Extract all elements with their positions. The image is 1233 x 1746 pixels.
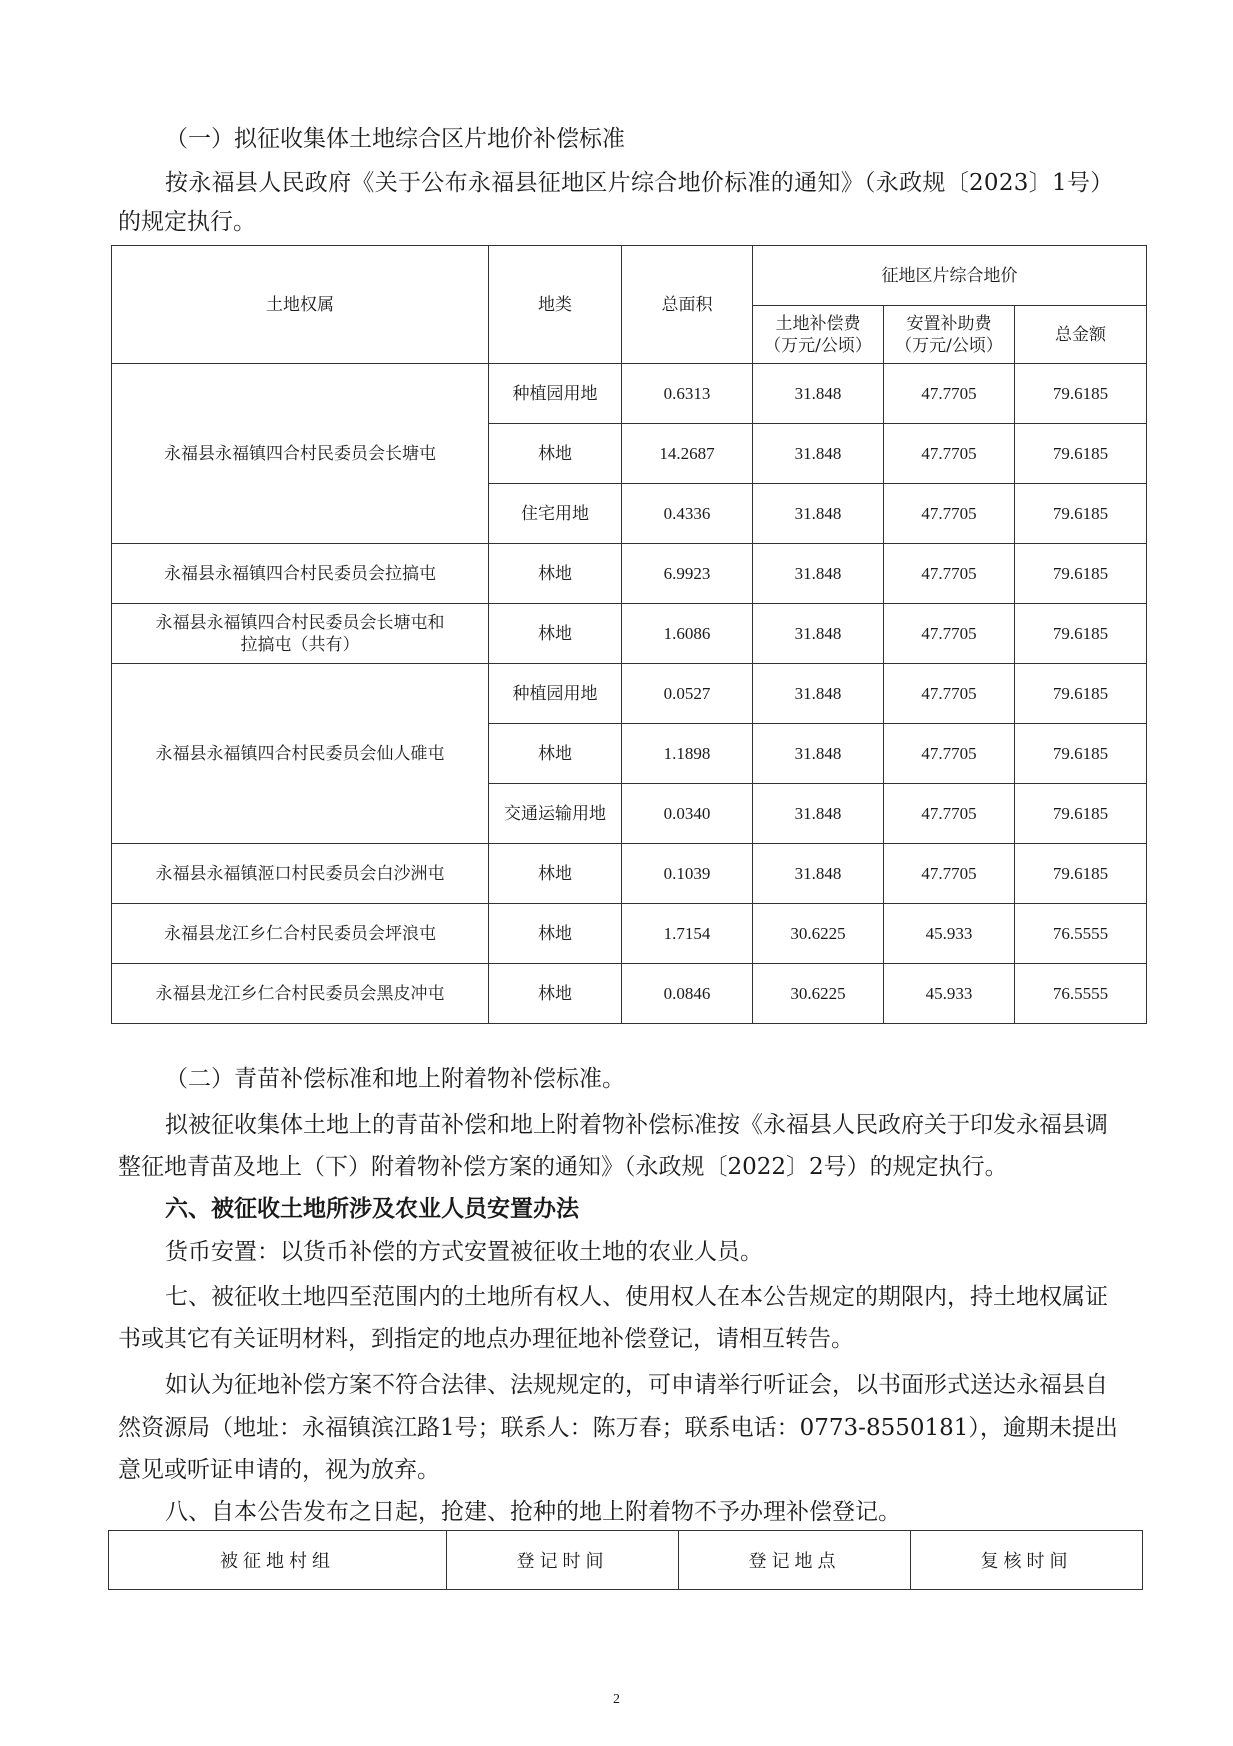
resettle-cell: 47.7705 [884, 844, 1015, 904]
header-owner: 土地权属 [112, 246, 489, 364]
total-cell: 79.6185 [1015, 544, 1147, 604]
area-cell: 0.4336 [622, 484, 753, 544]
total-cell: 79.6185 [1015, 424, 1147, 484]
resettle-cell: 47.7705 [884, 604, 1015, 664]
resettle-cell: 47.7705 [884, 424, 1015, 484]
land-comp-cell: 31.848 [753, 664, 884, 724]
land-comp-cell: 31.848 [753, 784, 884, 844]
total-cell: 79.6185 [1015, 784, 1147, 844]
table-row [112, 904, 1147, 964]
owner-cell: 永福县永福镇四合村民委员会长塘屯 [112, 364, 489, 544]
total-cell: 79.6185 [1015, 604, 1147, 664]
registration-table [108, 1530, 1143, 1590]
header-total: 总金额 [1015, 306, 1147, 364]
section-two-heading: （二）青苗补偿标准和地上附着物补偿标准。 [165, 1066, 625, 1092]
area-cell: 6.9923 [622, 544, 753, 604]
header-land-type: 地类 [489, 246, 622, 364]
land-type-cell: 林地 [489, 904, 622, 964]
table-row [112, 844, 1147, 904]
land-comp-cell: 31.848 [753, 844, 884, 904]
hearing-line2: 然资源局（地址：永福镇滨江路1号；联系人：陈万春；联系电话：0773-8550181），逾期未提出 [118, 1415, 1118, 1441]
land-type-cell: 林地 [489, 964, 622, 1024]
header-registration-time: 登记时间 [447, 1531, 679, 1590]
area-cell: 0.6313 [622, 364, 753, 424]
land-comp-cell: 31.848 [753, 604, 884, 664]
section-one-paragraph-line2: 的规定执行。 [118, 209, 256, 235]
table-row [112, 604, 1147, 664]
land-type-cell: 林地 [489, 724, 622, 784]
land-comp-cell: 31.848 [753, 484, 884, 544]
resettle-cell: 45.933 [884, 904, 1015, 964]
owner-cell: 永福县永福镇四合村民委员会长塘屯和 拉搞屯（共有） [112, 604, 489, 664]
resettle-cell: 47.7705 [884, 484, 1015, 544]
table-row [112, 964, 1147, 1024]
header-village: 被征地村组 [109, 1531, 447, 1590]
header-resettle: 安置补助费 （万元/公顷） [884, 306, 1015, 364]
land-type-cell: 林地 [489, 604, 622, 664]
land-type-cell: 林地 [489, 424, 622, 484]
land-type-cell: 林地 [489, 844, 622, 904]
resettle-cell: 47.7705 [884, 664, 1015, 724]
owner-cell: 永福县永福镇四合村民委员会拉搞屯 [112, 544, 489, 604]
land-comp-cell: 31.848 [753, 544, 884, 604]
total-cell: 76.5555 [1015, 904, 1147, 964]
land-comp-cell: 30.6225 [753, 904, 884, 964]
section-one-paragraph-line1: 按永福县人民政府《关于公布永福县征地区片综合地价标准的通知》（永政规〔2023〕1号） [165, 170, 1114, 196]
table-row [112, 544, 1147, 604]
section-two-paragraph-line2: 整征地青苗及地上（下）附着物补偿方案的通知》（永政规〔2022〕2号）的规定执行。 [118, 1154, 1008, 1180]
section-six-heading: 六、被征收土地所涉及农业人员安置办法 [165, 1195, 579, 1222]
land-comp-cell: 30.6225 [753, 964, 884, 1024]
total-cell: 79.6185 [1015, 364, 1147, 424]
section-seven-line1: 七、被征收土地四至范围内的土地所有权人、使用权人在本公告规定的期限内，持土地权属证 [165, 1284, 1108, 1310]
land-type-cell: 住宅用地 [489, 484, 622, 544]
resettle-cell: 47.7705 [884, 784, 1015, 844]
area-cell: 14.2687 [622, 424, 753, 484]
land-comp-cell: 31.848 [753, 724, 884, 784]
total-cell: 79.6185 [1015, 724, 1147, 784]
section-eight-line: 八、自本公告发布之日起，抢建、抢种的地上附着物不予办理补偿登记。 [165, 1499, 901, 1525]
total-cell: 79.6185 [1015, 664, 1147, 724]
land-type-cell: 林地 [489, 544, 622, 604]
land-comp-cell: 31.848 [753, 364, 884, 424]
header-area: 总面积 [622, 246, 753, 364]
header-land-comp: 土地补偿费 （万元/公顷） [753, 306, 884, 364]
resettle-cell: 47.7705 [884, 364, 1015, 424]
owner-cell: 永福县龙江乡仁合村民委员会坪浪屯 [112, 904, 489, 964]
resettle-cell: 47.7705 [884, 724, 1015, 784]
land-comp-cell: 31.848 [753, 424, 884, 484]
total-cell: 79.6185 [1015, 844, 1147, 904]
compensation-table [111, 245, 1147, 1024]
land-type-cell: 种植园用地 [489, 364, 622, 424]
hearing-line3: 意见或听证申请的，视为放弃。 [118, 1457, 440, 1483]
table-row [112, 664, 1147, 724]
section-seven-line2: 书或其它有关证明材料，到指定的地点办理征地补偿登记，请相互转告。 [118, 1326, 854, 1352]
owner-cell: 永福县永福镇洍口村民委员会白沙洲屯 [112, 844, 489, 904]
hearing-line1: 如认为征地补偿方案不符合法律、法规规定的，可申请举行听证会，以书面形式送达永福县自 [165, 1372, 1108, 1398]
land-type-cell: 交通运输用地 [489, 784, 622, 844]
area-cell: 0.1039 [622, 844, 753, 904]
header-review-time: 复核时间 [911, 1531, 1143, 1590]
area-cell: 1.7154 [622, 904, 753, 964]
total-cell: 76.5555 [1015, 964, 1147, 1024]
table-row [112, 364, 1147, 424]
owner-cell: 永福县龙江乡仁合村民委员会黑皮冲屯 [112, 964, 489, 1024]
resettle-cell: 47.7705 [884, 544, 1015, 604]
owner-cell: 永福县永福镇四合村民委员会仙人碓屯 [112, 664, 489, 844]
section-one-heading: （一）拟征收集体土地综合区片地价补偿标准 [165, 126, 625, 152]
page-number: 2 [613, 1692, 620, 1707]
area-cell: 0.0527 [622, 664, 753, 724]
land-type-cell: 种植园用地 [489, 664, 622, 724]
resettle-cell: 45.933 [884, 964, 1015, 1024]
total-cell: 79.6185 [1015, 484, 1147, 544]
area-cell: 0.0846 [622, 964, 753, 1024]
area-cell: 1.6086 [622, 604, 753, 664]
area-cell: 1.1898 [622, 724, 753, 784]
header-group: 征地区片综合地价 [753, 246, 1147, 306]
header-registration-place: 登记地点 [679, 1531, 911, 1590]
section-two-paragraph-line1: 拟被征收集体土地上的青苗补偿和地上附着物补偿标准按《永福县人民政府关于印发永福县调 [165, 1112, 1108, 1138]
section-six-paragraph: 货币安置：以货币补偿的方式安置被征收土地的农业人员。 [165, 1239, 763, 1265]
area-cell: 0.0340 [622, 784, 753, 844]
